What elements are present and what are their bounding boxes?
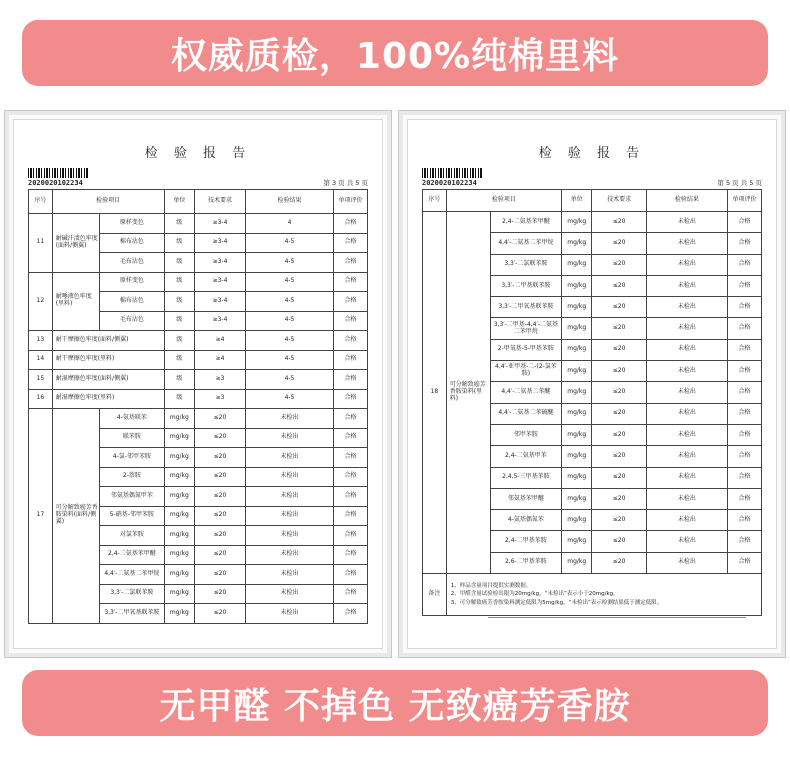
unit: 级 bbox=[164, 331, 195, 351]
requirement: ≥3-4 bbox=[195, 272, 246, 292]
evaluation: 合格 bbox=[728, 339, 762, 360]
evaluation: 合格 bbox=[334, 389, 368, 409]
evaluation: 合格 bbox=[334, 292, 368, 312]
result: 未检出 bbox=[245, 526, 333, 546]
col-header: 序号 bbox=[29, 190, 53, 214]
result: 未检出 bbox=[646, 424, 727, 445]
report-code: 2020020102234 bbox=[28, 179, 83, 187]
requirement: ≤20 bbox=[195, 428, 246, 448]
sub-item: 4,4′-二氨基二苯硫醚 bbox=[490, 403, 561, 424]
col-header: 检验项目 bbox=[446, 190, 561, 212]
requirement: ≤20 bbox=[195, 506, 246, 526]
sub-item: 4-氯-邻甲苯胺 bbox=[100, 448, 164, 468]
col-header: 单位 bbox=[164, 190, 195, 214]
evaluation: 合格 bbox=[728, 318, 762, 339]
evaluation: 合格 bbox=[334, 448, 368, 468]
page-number: 第 5 页 共 5 页 bbox=[717, 179, 762, 187]
sub-item: 2,4-二氨基苯甲醚 bbox=[490, 212, 561, 233]
col-header: 技术要求 bbox=[195, 190, 246, 214]
unit: mg/kg bbox=[164, 409, 195, 429]
requirement: ≤20 bbox=[592, 403, 646, 424]
evaluation: 合格 bbox=[334, 545, 368, 565]
requirement: ≥3-4 bbox=[195, 214, 246, 234]
note-line: 3、可分解致癌芳香胺染料测定低限为5mg/kg，“未检出”表示检测结果低于测定低限。 bbox=[450, 599, 663, 606]
result: 未检出 bbox=[646, 467, 727, 488]
table-row bbox=[29, 389, 368, 409]
top-banner: 权威质检，100%纯棉里料 bbox=[22, 20, 768, 86]
evaluation: 合格 bbox=[334, 604, 368, 624]
evaluation: 合格 bbox=[728, 403, 762, 424]
signature-line bbox=[488, 617, 746, 618]
sub-item: 4,4′-二氨基二苯甲烷 bbox=[100, 565, 164, 585]
result: 4-5 bbox=[245, 233, 333, 253]
evaluation: 合格 bbox=[728, 510, 762, 531]
table-header-row bbox=[423, 190, 762, 212]
requirement: ≤20 bbox=[195, 448, 246, 468]
unit: mg/kg bbox=[561, 531, 592, 552]
evaluation: 合格 bbox=[728, 382, 762, 403]
sub-item: 2,4-二氨基苯甲醚 bbox=[100, 545, 164, 565]
unit: mg/kg bbox=[164, 487, 195, 507]
sub-item: 原样变色 bbox=[100, 272, 164, 292]
col-header: 单位 bbox=[561, 190, 592, 212]
unit: 级 bbox=[164, 292, 195, 312]
requirement: ≤20 bbox=[195, 526, 246, 546]
unit: mg/kg bbox=[561, 318, 592, 339]
table-row bbox=[29, 350, 368, 370]
requirement: ≥4 bbox=[195, 350, 246, 370]
unit: 级 bbox=[164, 233, 195, 253]
result: 4-5 bbox=[245, 292, 333, 312]
unit: mg/kg bbox=[561, 510, 592, 531]
col-header: 技术要求 bbox=[592, 190, 646, 212]
unit: mg/kg bbox=[164, 565, 195, 585]
unit: 级 bbox=[164, 253, 195, 273]
report-title: 检 验 报 告 bbox=[144, 146, 252, 161]
unit: mg/kg bbox=[164, 467, 195, 487]
requirement: ≥3 bbox=[195, 389, 246, 409]
result: 未检出 bbox=[646, 297, 727, 318]
result: 4-5 bbox=[245, 331, 333, 351]
unit: mg/kg bbox=[164, 545, 195, 565]
result: 未检出 bbox=[245, 604, 333, 624]
result: 未检出 bbox=[646, 275, 727, 296]
col-header: 检验结果 bbox=[646, 190, 727, 212]
result: 4-5 bbox=[245, 272, 333, 292]
result: 未检出 bbox=[245, 506, 333, 526]
sub-item: 5-硝基-邻甲苯胺 bbox=[100, 506, 164, 526]
unit: 级 bbox=[164, 350, 195, 370]
sub-item: 毛布沾色 bbox=[100, 311, 164, 331]
sub-item: 4-氨基联苯 bbox=[100, 409, 164, 429]
unit: mg/kg bbox=[164, 506, 195, 526]
sub-item: 3,3′-二甲氧基联苯胺 bbox=[490, 297, 561, 318]
result: 4-5 bbox=[245, 253, 333, 273]
requirement: ≥3-4 bbox=[195, 292, 246, 312]
result: 未检出 bbox=[646, 531, 727, 552]
requirement: ≤20 bbox=[592, 510, 646, 531]
sub-item: 2,4-二甲基苯胺 bbox=[490, 531, 561, 552]
item-name: 耐碱汗渍色牢度(面料/侧翼) bbox=[52, 214, 99, 273]
requirement: ≤20 bbox=[195, 487, 246, 507]
report-code: 2020020102234 bbox=[422, 179, 477, 187]
sub-item: 4,4′-二氨基二苯醚 bbox=[490, 382, 561, 403]
sub-item: 2-甲氧基-5-甲基苯胺 bbox=[490, 339, 561, 360]
evaluation: 合格 bbox=[728, 275, 762, 296]
unit: mg/kg bbox=[561, 467, 592, 488]
requirement: ≤20 bbox=[592, 233, 646, 254]
requirement: ≥3 bbox=[195, 370, 246, 390]
unit: mg/kg bbox=[561, 212, 592, 233]
result: 未检出 bbox=[646, 552, 727, 573]
evaluation: 合格 bbox=[334, 467, 368, 487]
result: 未检出 bbox=[646, 212, 727, 233]
unit: mg/kg bbox=[561, 382, 592, 403]
result: 未检出 bbox=[646, 361, 727, 382]
result: 4-5 bbox=[245, 350, 333, 370]
item-name: 耐干摩擦色牢度(里料) bbox=[52, 350, 164, 370]
result: 4 bbox=[245, 214, 333, 234]
sub-item: 棉布沾色 bbox=[100, 233, 164, 253]
evaluation: 合格 bbox=[334, 311, 368, 331]
sub-item: 4-氨基偶氮苯 bbox=[490, 510, 561, 531]
evaluation: 合格 bbox=[334, 370, 368, 390]
item-number: 13 bbox=[29, 331, 53, 351]
unit: mg/kg bbox=[164, 604, 195, 624]
result: 未检出 bbox=[245, 565, 333, 585]
notes-row bbox=[423, 574, 762, 616]
inspection-table-left bbox=[28, 189, 368, 624]
item-number: 12 bbox=[29, 272, 53, 331]
result: 未检出 bbox=[245, 448, 333, 468]
col-header: 序号 bbox=[423, 190, 447, 212]
requirement: ≤20 bbox=[592, 531, 646, 552]
item-number: 18 bbox=[423, 212, 447, 574]
evaluation: 合格 bbox=[728, 297, 762, 318]
unit: 级 bbox=[164, 370, 195, 390]
result: 未检出 bbox=[646, 403, 727, 424]
note-line: 2、甲醛含量试验检出限为20mg/kg，“未检出”表示小于20mg/kg。 bbox=[450, 591, 619, 598]
evaluation: 合格 bbox=[728, 467, 762, 488]
unit: mg/kg bbox=[561, 297, 592, 318]
evaluation: 合格 bbox=[334, 253, 368, 273]
sub-item: 邻氨基苯甲醚 bbox=[490, 488, 561, 509]
notes-label: 备注 bbox=[423, 574, 447, 616]
requirement: ≤20 bbox=[195, 545, 246, 565]
evaluation: 合格 bbox=[334, 272, 368, 292]
sub-item: 3,3′-二氯联苯胺 bbox=[490, 254, 561, 275]
sub-item: 4,4′-亚甲基-二-(2-氯苯胺) bbox=[490, 361, 561, 382]
evaluation: 合格 bbox=[728, 233, 762, 254]
sub-item: 联苯胺 bbox=[100, 428, 164, 448]
evaluation: 合格 bbox=[334, 214, 368, 234]
requirement: ≤20 bbox=[592, 467, 646, 488]
sub-item: 原样变色 bbox=[100, 214, 164, 234]
requirement: ≤20 bbox=[592, 254, 646, 275]
result: 4-5 bbox=[245, 311, 333, 331]
unit: mg/kg bbox=[561, 361, 592, 382]
result: 未检出 bbox=[646, 318, 727, 339]
item-name: 耐干摩擦色牢度(面料/侧翼) bbox=[52, 331, 164, 351]
table-row bbox=[29, 370, 368, 390]
barcode-icon bbox=[422, 168, 482, 178]
result: 未检出 bbox=[646, 254, 727, 275]
sub-item: 2,4-二氨基甲苯 bbox=[490, 446, 561, 467]
evaluation: 合格 bbox=[728, 488, 762, 509]
item-number: 14 bbox=[29, 350, 53, 370]
item-name: 可分解致癌芳香胺染料(里料) bbox=[446, 212, 490, 574]
unit: mg/kg bbox=[561, 233, 592, 254]
evaluation: 合格 bbox=[728, 424, 762, 445]
requirement: ≤20 bbox=[592, 382, 646, 403]
col-header: 检验项目 bbox=[52, 190, 164, 214]
sub-item: 邻氨基偶氮甲苯 bbox=[100, 487, 164, 507]
result: 未检出 bbox=[646, 339, 727, 360]
evaluation: 合格 bbox=[334, 331, 368, 351]
result: 未检出 bbox=[646, 233, 727, 254]
unit: mg/kg bbox=[164, 526, 195, 546]
table-row bbox=[29, 214, 368, 234]
note-line: 1、样品含量项目提供实测数据。 bbox=[450, 583, 532, 590]
unit: mg/kg bbox=[164, 448, 195, 468]
result: 未检出 bbox=[245, 409, 333, 429]
unit: mg/kg bbox=[561, 488, 592, 509]
evaluation: 合格 bbox=[728, 446, 762, 467]
sub-item: 2,4,5-三甲基苯胺 bbox=[490, 467, 561, 488]
result: 未检出 bbox=[646, 446, 727, 467]
evaluation: 合格 bbox=[334, 487, 368, 507]
requirement: ≤20 bbox=[195, 565, 246, 585]
sub-item: 邻甲苯胺 bbox=[490, 424, 561, 445]
table-row bbox=[29, 331, 368, 351]
table-row bbox=[423, 212, 762, 233]
unit: mg/kg bbox=[164, 428, 195, 448]
unit: 级 bbox=[164, 389, 195, 409]
result: 未检出 bbox=[646, 510, 727, 531]
requirement: ≥4 bbox=[195, 331, 246, 351]
evaluation: 合格 bbox=[728, 212, 762, 233]
item-name: 可分解致癌芳香胺染料(面料/侧翼) bbox=[52, 409, 99, 624]
item-name: 耐湿摩擦色牢度(里料) bbox=[52, 389, 164, 409]
sub-item: 3,3′-二甲基联苯胺 bbox=[490, 275, 561, 296]
requirement: ≤20 bbox=[592, 552, 646, 573]
result: 未检出 bbox=[245, 467, 333, 487]
requirement: ≤20 bbox=[592, 488, 646, 509]
unit: 级 bbox=[164, 311, 195, 331]
evaluation: 合格 bbox=[334, 409, 368, 429]
col-header: 检验结果 bbox=[245, 190, 333, 214]
sub-item: 3,3′-二甲氧基联苯胺 bbox=[100, 604, 164, 624]
evaluation: 合格 bbox=[334, 584, 368, 604]
sub-item: 对氯苯胺 bbox=[100, 526, 164, 546]
unit: mg/kg bbox=[561, 424, 592, 445]
requirement: ≥3-4 bbox=[195, 233, 246, 253]
report-page-5 bbox=[398, 110, 786, 658]
evaluation: 合格 bbox=[334, 506, 368, 526]
requirement: ≤20 bbox=[592, 424, 646, 445]
sub-item: 3,3′-二甲基-4,4′-二氨基二苯甲烷 bbox=[490, 318, 561, 339]
requirement: ≤20 bbox=[592, 297, 646, 318]
evaluation: 合格 bbox=[728, 531, 762, 552]
unit: 级 bbox=[164, 214, 195, 234]
table-header-row bbox=[29, 190, 368, 214]
evaluation: 合格 bbox=[334, 350, 368, 370]
result: 未检出 bbox=[245, 584, 333, 604]
requirement: ≤20 bbox=[195, 409, 246, 429]
unit: mg/kg bbox=[561, 552, 592, 573]
unit: mg/kg bbox=[561, 275, 592, 296]
bottom-banner: 无甲醛 不掉色 无致癌芳香胺 bbox=[22, 670, 768, 736]
col-header: 单项评价 bbox=[728, 190, 762, 212]
result: 未检出 bbox=[245, 428, 333, 448]
report-page-3 bbox=[4, 110, 392, 658]
item-name: 耐唾液色牢度(里料) bbox=[52, 272, 99, 331]
sub-item: 3,3′-二氯联苯胺 bbox=[100, 584, 164, 604]
requirement: ≤20 bbox=[592, 361, 646, 382]
item-number: 16 bbox=[29, 389, 53, 409]
evaluation: 合格 bbox=[334, 233, 368, 253]
requirement: ≤20 bbox=[195, 467, 246, 487]
unit: mg/kg bbox=[561, 446, 592, 467]
item-number: 17 bbox=[29, 409, 53, 624]
sub-item: 棉布沾色 bbox=[100, 292, 164, 312]
barcode-icon bbox=[28, 168, 88, 178]
requirement: ≤20 bbox=[592, 446, 646, 467]
inspection-table-right bbox=[422, 189, 762, 616]
result: 4-5 bbox=[245, 370, 333, 390]
requirement: ≤20 bbox=[195, 584, 246, 604]
table-row bbox=[29, 409, 368, 429]
result: 未检出 bbox=[646, 382, 727, 403]
item-number: 11 bbox=[29, 214, 53, 273]
sub-item: 2,6-二甲基苯胺 bbox=[490, 552, 561, 573]
requirement: ≤20 bbox=[592, 212, 646, 233]
col-header: 单项评价 bbox=[334, 190, 368, 214]
item-number: 15 bbox=[29, 370, 53, 390]
notes-text bbox=[446, 574, 761, 616]
requirement: ≤20 bbox=[592, 275, 646, 296]
result: 未检出 bbox=[245, 487, 333, 507]
requirement: ≤20 bbox=[592, 318, 646, 339]
evaluation: 合格 bbox=[334, 526, 368, 546]
sub-item: 4,4′-二氨基二苯甲烷 bbox=[490, 233, 561, 254]
requirement: ≥3-4 bbox=[195, 311, 246, 331]
evaluation: 合格 bbox=[334, 428, 368, 448]
requirement: ≥3-4 bbox=[195, 253, 246, 273]
item-name: 耐湿摩擦色牢度(面料/侧翼) bbox=[52, 370, 164, 390]
sub-item: 毛布沾色 bbox=[100, 253, 164, 273]
page-number: 第 3 页 共 5 页 bbox=[323, 179, 368, 187]
result: 未检出 bbox=[646, 488, 727, 509]
evaluation: 合格 bbox=[334, 565, 368, 585]
evaluation: 合格 bbox=[728, 254, 762, 275]
requirement: ≤20 bbox=[195, 604, 246, 624]
report-title: 检 验 报 告 bbox=[538, 146, 646, 161]
unit: mg/kg bbox=[561, 403, 592, 424]
requirement: ≤20 bbox=[592, 339, 646, 360]
table-row bbox=[29, 272, 368, 292]
sub-item: 2-萘胺 bbox=[100, 467, 164, 487]
result: 未检出 bbox=[245, 545, 333, 565]
evaluation: 合格 bbox=[728, 361, 762, 382]
unit: mg/kg bbox=[561, 254, 592, 275]
unit: mg/kg bbox=[561, 339, 592, 360]
evaluation: 合格 bbox=[728, 552, 762, 573]
unit: 级 bbox=[164, 272, 195, 292]
result: 4-5 bbox=[245, 389, 333, 409]
unit: mg/kg bbox=[164, 584, 195, 604]
